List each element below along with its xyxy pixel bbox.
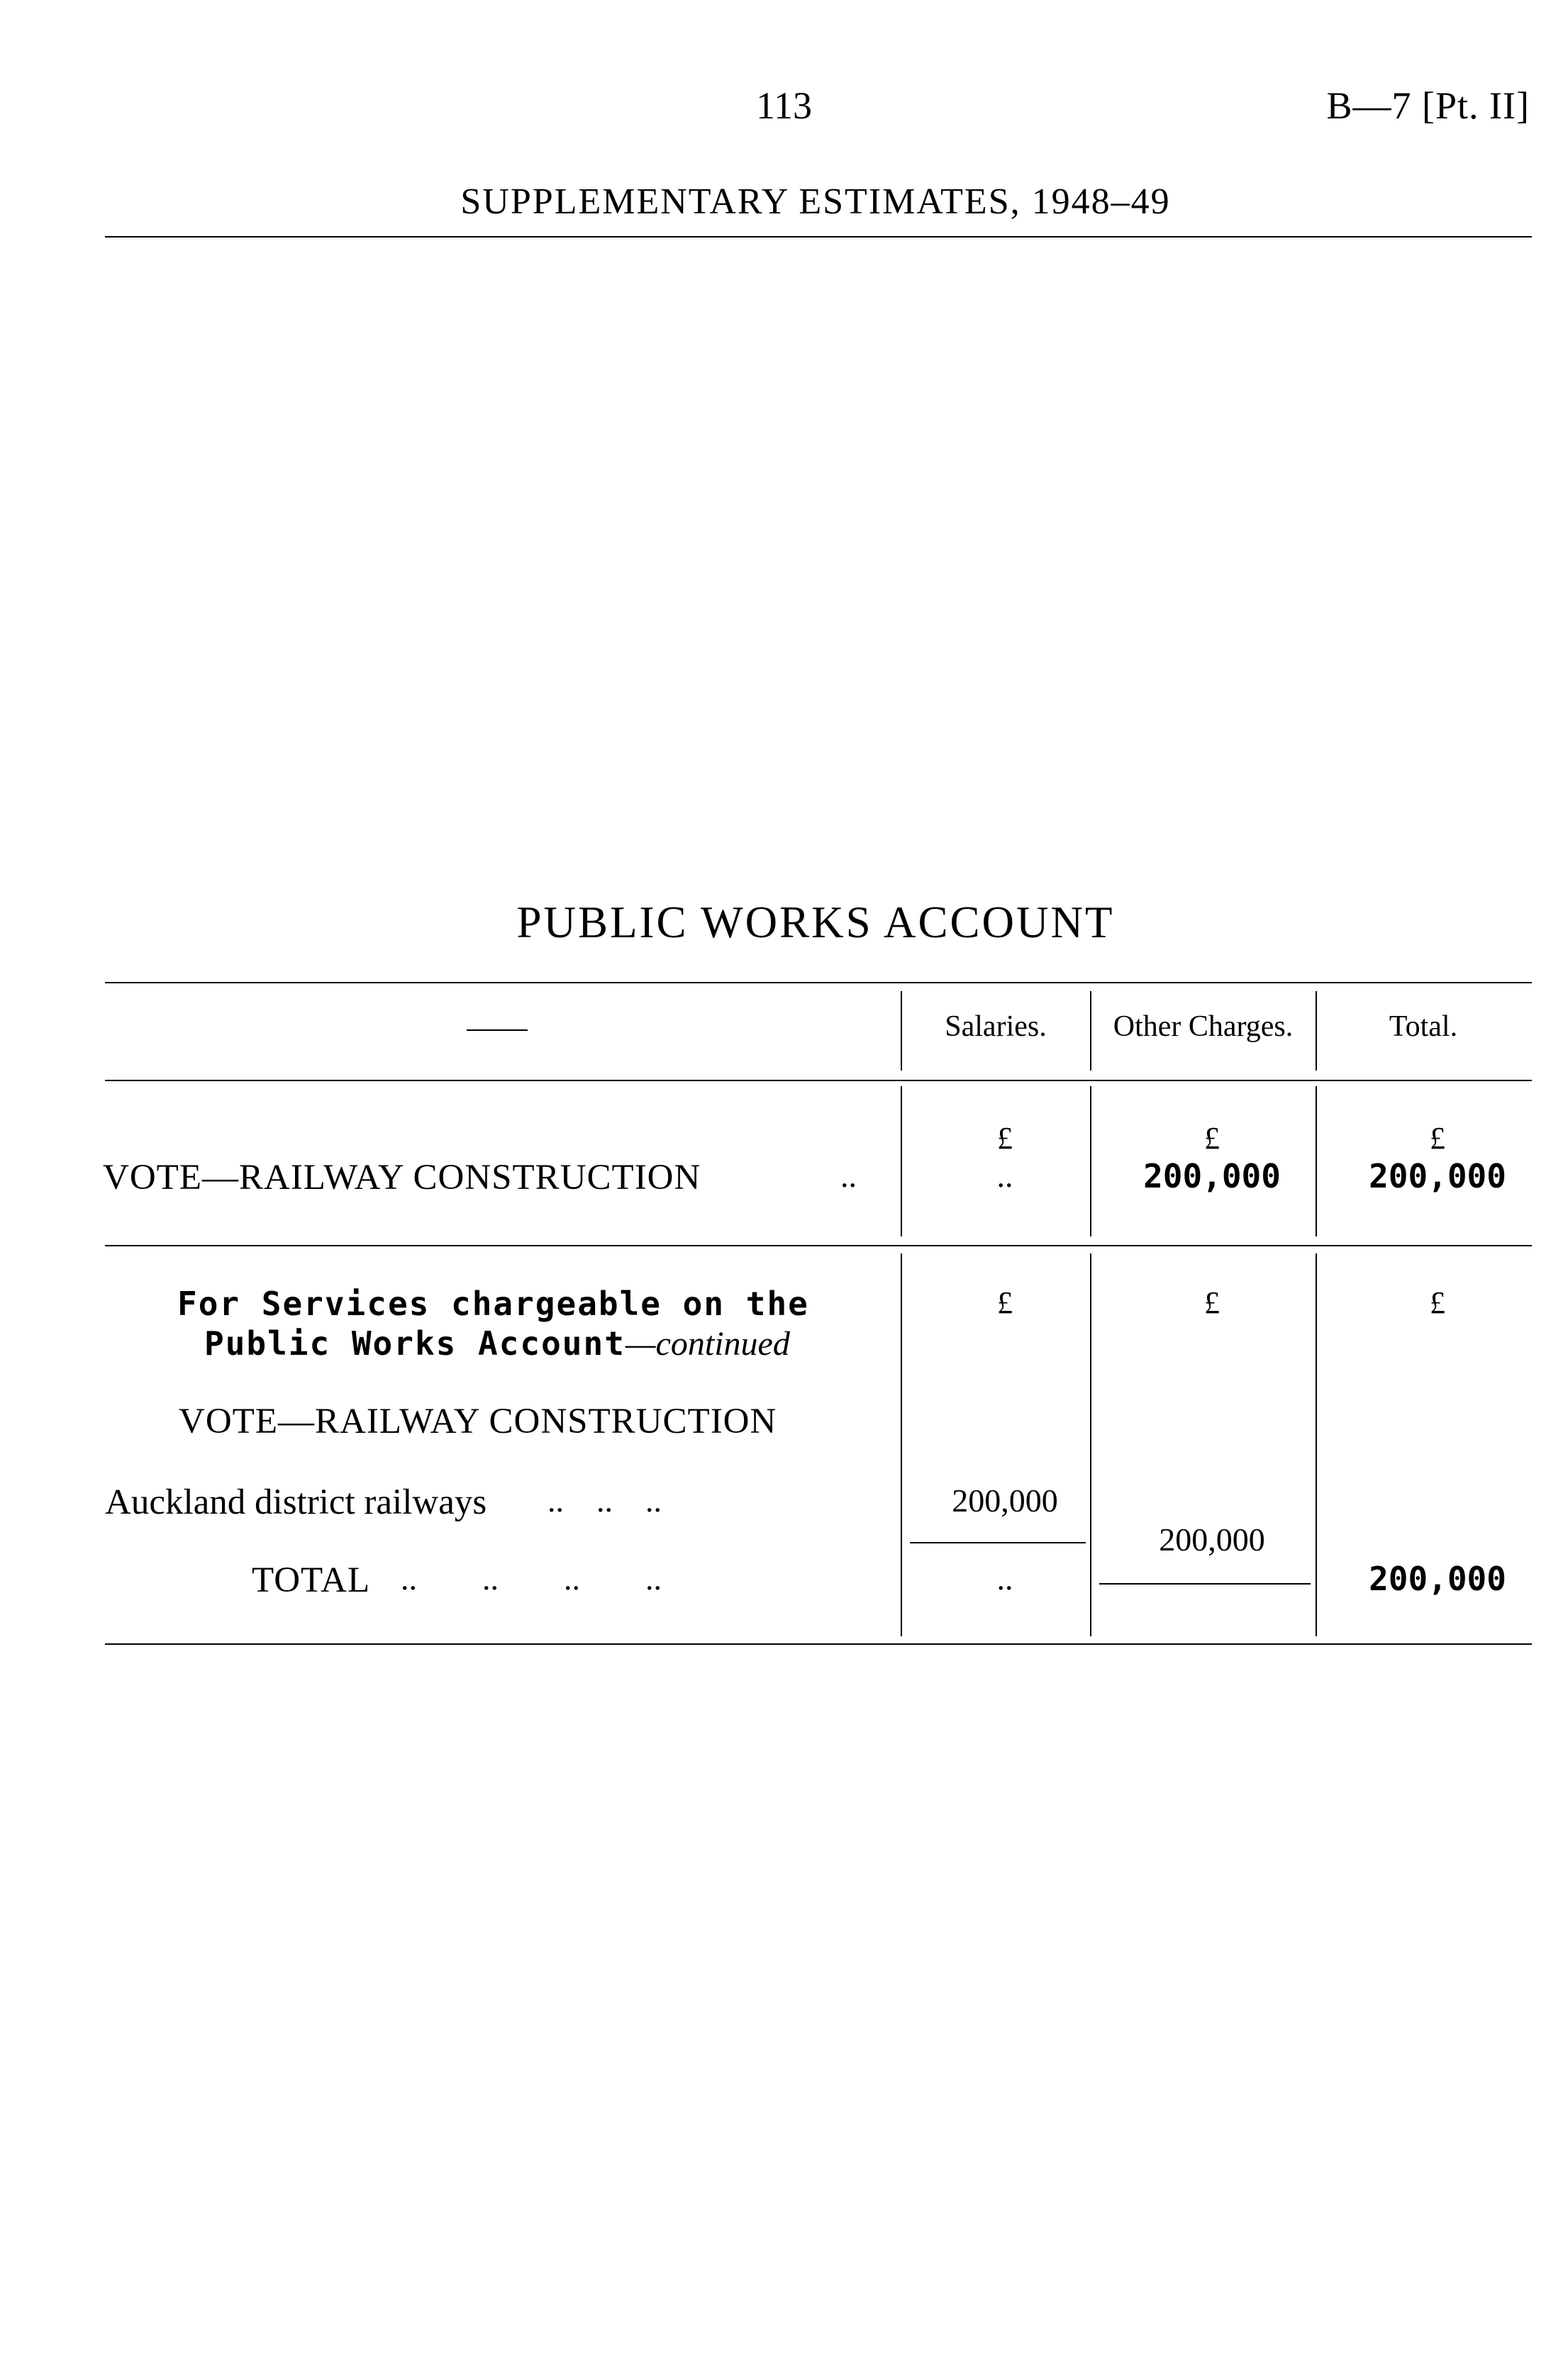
total-currency: £ xyxy=(1430,1121,1445,1156)
item-other-charges-value: 200,000 xyxy=(1159,1521,1265,1558)
header-bottom-rule xyxy=(105,1080,1532,1081)
detail-heading-continued: —continued xyxy=(625,1325,790,1363)
table-top-rule xyxy=(105,982,1532,983)
blank-column-dash xyxy=(467,1029,528,1031)
summary-vote-label: VOTE—RAILWAY CONSTRUCTION xyxy=(103,1158,701,1197)
summary-bottom-rule xyxy=(105,1245,1532,1246)
detail-vote-label: VOTE—RAILWAY CONSTRUCTION xyxy=(179,1402,777,1441)
summary-leader-dots: .. xyxy=(840,1158,857,1194)
detail-salaries-currency: £ xyxy=(997,1285,1013,1320)
other-charges-subtotal-rule xyxy=(1099,1583,1311,1585)
item-label: Auckland district railways xyxy=(105,1482,487,1522)
salaries-column-header: Salaries. xyxy=(945,1010,1047,1043)
detail-heading-account: Public Works Account xyxy=(204,1324,625,1363)
item-leader-dots: .. .. .. xyxy=(547,1482,662,1519)
detail-other-charges-currency: £ xyxy=(1204,1285,1220,1320)
item-salaries-value: 200,000 xyxy=(952,1482,1058,1519)
table-bottom-rule xyxy=(105,1643,1532,1645)
total-column-header: Total. xyxy=(1389,1010,1458,1043)
summary-salaries-value: .. xyxy=(996,1158,1013,1194)
total-leader-dots: .. .. .. .. xyxy=(401,1560,662,1597)
detail-heading-line2 xyxy=(204,1324,790,1363)
section-title: PUBLIC WORKS ACCOUNT xyxy=(516,898,1115,947)
other-charges-currency: £ xyxy=(1204,1121,1220,1156)
detail-heading-line1: For Services chargeable on the xyxy=(177,1285,809,1323)
salaries-currency: £ xyxy=(997,1121,1013,1156)
document-reference: B—7 [Pt. II] xyxy=(1326,84,1530,127)
other-charges-column-header: Other Charges. xyxy=(1113,1010,1294,1043)
page-number: 113 xyxy=(756,84,812,127)
total-salaries-value: .. xyxy=(996,1560,1013,1597)
summary-other-charges-value: 200,000 xyxy=(1143,1157,1281,1195)
total-label: TOTAL xyxy=(252,1560,371,1600)
salaries-subtotal-rule xyxy=(910,1542,1086,1543)
detail-total-currency: £ xyxy=(1430,1285,1445,1320)
running-title: SUPPLEMENTARY ESTIMATES, 1948–49 xyxy=(460,181,1171,222)
grand-total-value: 200,000 xyxy=(1369,1560,1506,1598)
summary-total-value: 200,000 xyxy=(1369,1157,1506,1195)
header-rule xyxy=(105,236,1532,238)
